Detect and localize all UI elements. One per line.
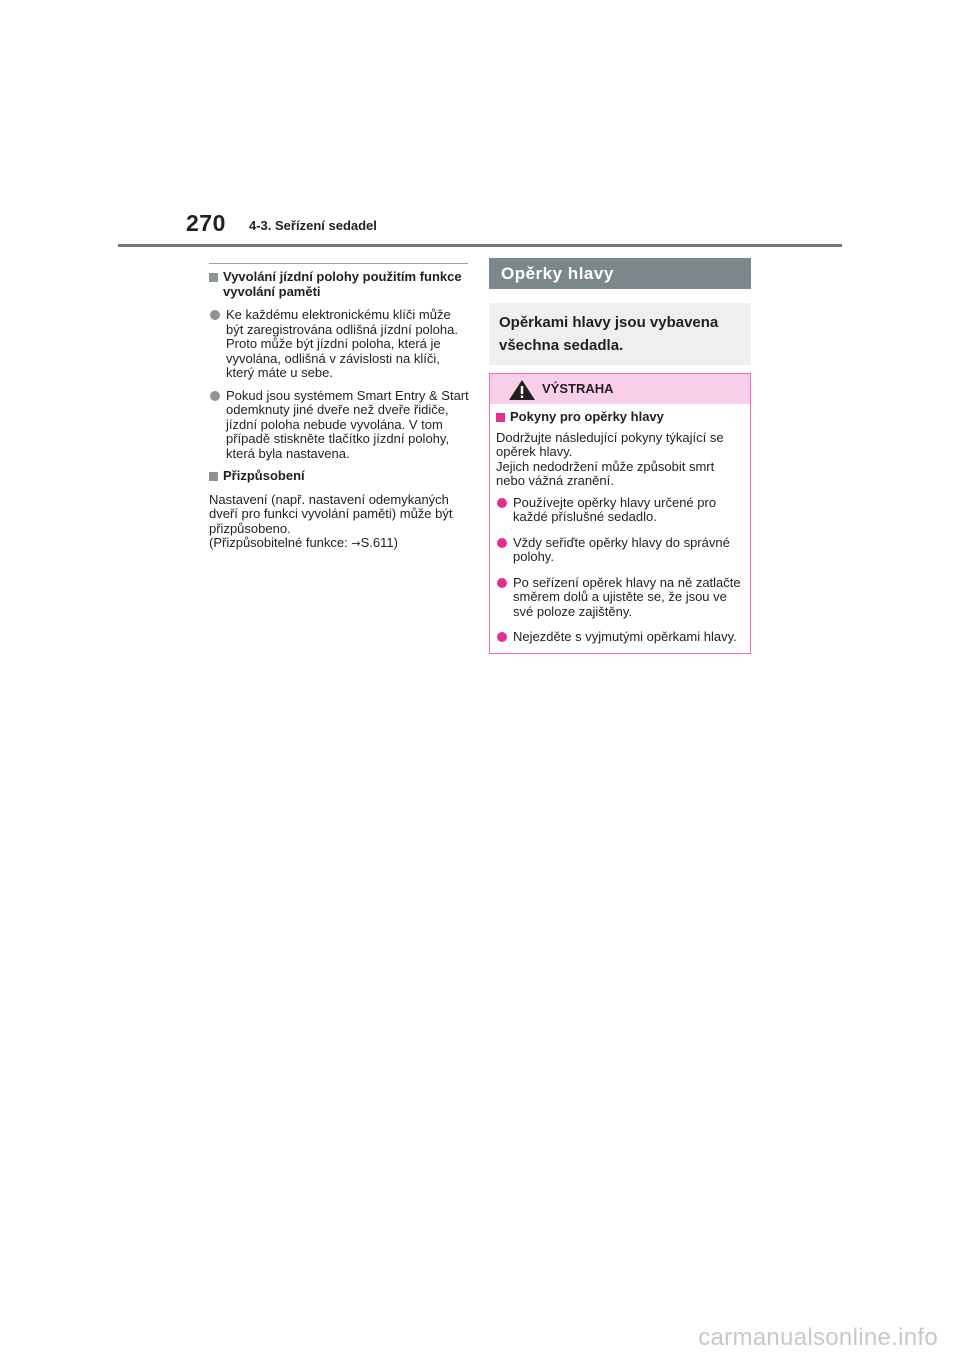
list-item-text: Po seřízení opěrek hlavy na ně zatlačte směrem dolů a ujistěte se, že jsou ve své poloze zajištěny. — [513, 574, 741, 619]
header-rule — [118, 244, 842, 247]
round-bullet-icon — [497, 578, 507, 588]
warning-body — [490, 404, 750, 653]
custom-ref-link[interactable]: S.611) — [360, 535, 398, 550]
page-number: 270 — [186, 210, 226, 236]
watermark: carmanualsonline.info — [698, 1324, 938, 1351]
recall-heading — [209, 270, 471, 299]
list-item — [496, 630, 744, 645]
warning-heading — [496, 410, 744, 425]
custom-paragraph — [209, 493, 471, 552]
right-column — [489, 258, 751, 654]
warning-title: VÝSTRAHA — [542, 381, 614, 396]
recall-heading-text: Vyvolání jízdní polohy použitím funkce vyvolání paměti — [223, 269, 462, 299]
custom-heading-text: Přizpůsobení — [223, 468, 305, 483]
warning-heading-text: Pokyny pro opěrky hlavy — [510, 409, 664, 424]
custom-heading — [209, 469, 471, 484]
list-item-text: Používejte opěrky hlavy určené pro každé příslušné sedadlo. — [513, 494, 717, 524]
section-title: 4-3. Seřízení sedadel — [249, 218, 377, 233]
round-bullet-icon — [497, 498, 507, 508]
round-bullet-icon — [210, 310, 220, 320]
list-item — [496, 536, 744, 565]
list-item-text: Vždy seřiďte opěrky hlavy do správné polohy. — [513, 534, 730, 564]
square-bullet-icon — [209, 472, 218, 481]
square-bullet-icon — [496, 413, 505, 422]
warning-text-1: Dodržujte následující pokyny týkající se opěrek hlavy. — [496, 429, 724, 459]
list-item-text: Nejezděte s vyjmutými opěrkami hlavy. — [513, 629, 737, 644]
warning-header — [490, 374, 750, 404]
list-item — [496, 496, 744, 525]
custom-ref-prefix: (Přizpůsobitelné funkce: — [209, 535, 352, 550]
custom-text: Nastavení (např. nastavení odemykaných dveří pro funkci vyvolání paměti) může být přizpůsobeno. — [209, 491, 453, 536]
list-item — [209, 308, 471, 381]
left-top-rule — [209, 263, 468, 264]
round-bullet-icon — [497, 538, 507, 548]
list-item — [496, 576, 744, 620]
left-column — [209, 270, 471, 552]
list-item-text: Ke každému elektronickému klíči může být zaregistrována odlišná jízdní poloha. Proto může být jízdní poloha, která je vyvolána, odlišná v závislosti na klíči, který máte u sebe. — [226, 307, 458, 380]
intro-box: Opěrkami hlavy jsou vybavena všechna sedadla. — [489, 303, 751, 365]
warning-box — [489, 373, 751, 654]
square-bullet-icon — [209, 273, 218, 282]
round-bullet-icon — [497, 632, 507, 642]
list-item-text: Pokud jsou systémem Smart Entry & Start odemknuty jiné dveře než dveře řidiče, jízdní poloha nebude vyvolána. V tom případě stiskněte tlačítko jízdní polohy, která byla nastavena. — [226, 387, 469, 461]
section-banner: Opěrky hlavy — [489, 258, 751, 289]
round-bullet-icon — [210, 391, 220, 401]
warning-paragraph — [496, 431, 744, 489]
page-ref-arrow-icon: → — [351, 537, 361, 550]
warning-triangle-icon — [508, 379, 536, 401]
warning-text-2: Jejich nedodržení může způsobit smrt nebo vážná zranění. — [496, 458, 715, 488]
list-item — [209, 389, 471, 462]
